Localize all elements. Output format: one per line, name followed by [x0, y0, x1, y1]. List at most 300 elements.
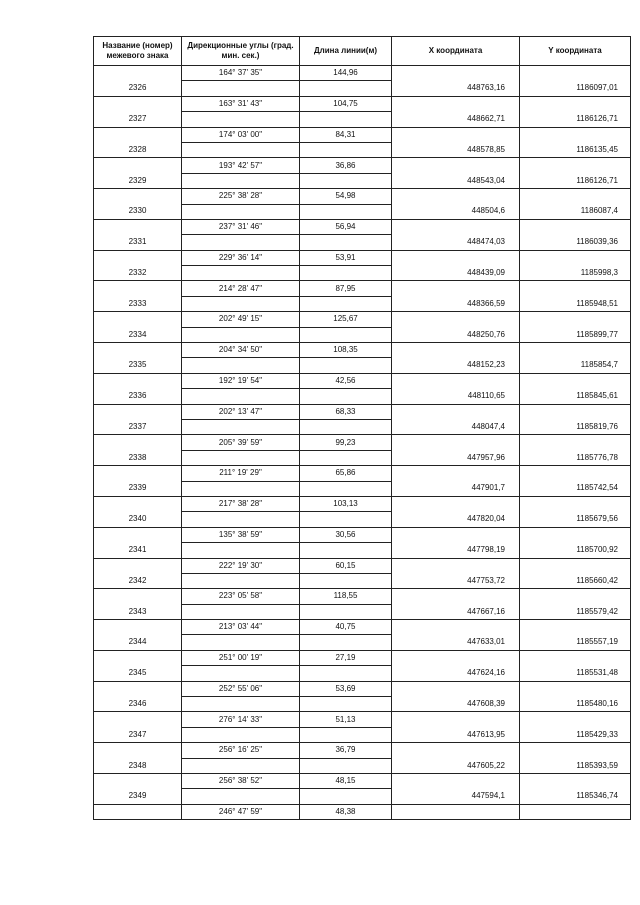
y-coordinate: 1185700,92 — [520, 543, 631, 558]
line-length: 65,86 — [300, 466, 392, 481]
empty-cell — [520, 773, 631, 788]
empty-cell — [520, 620, 631, 635]
empty-cell — [94, 96, 182, 111]
line-length: 87,95 — [300, 281, 392, 296]
line-length: 27,19 — [300, 650, 392, 665]
y-coordinate: 1185899,77 — [520, 327, 631, 342]
point-row — [94, 419, 631, 434]
line-length: 60,15 — [300, 558, 392, 573]
empty-cell — [94, 435, 182, 450]
y-coordinate: 1185531,48 — [520, 666, 631, 681]
line-row — [94, 589, 631, 604]
line-length: 30,56 — [300, 527, 392, 542]
point-row — [94, 112, 631, 127]
empty-cell — [392, 589, 520, 604]
boundary-mark-name: 2328 — [94, 142, 182, 157]
empty-cell — [182, 758, 300, 773]
y-coordinate: 1185660,42 — [520, 573, 631, 588]
empty-cell — [182, 296, 300, 311]
empty-cell — [182, 573, 300, 588]
y-coordinate: 1185998,3 — [520, 266, 631, 281]
x-coordinate: 447901,7 — [392, 481, 520, 496]
empty-cell — [300, 235, 392, 250]
line-row — [94, 96, 631, 111]
x-coordinate: 447608,39 — [392, 697, 520, 712]
boundary-mark-name: 2343 — [94, 604, 182, 619]
direction-angle: 229° 36' 14" — [182, 250, 300, 265]
empty-cell — [182, 635, 300, 650]
empty-cell — [94, 527, 182, 542]
x-coordinate: 448047,4 — [392, 419, 520, 434]
y-coordinate: 1185679,56 — [520, 512, 631, 527]
direction-angle: 202° 49' 15" — [182, 312, 300, 327]
table-body — [94, 66, 631, 820]
empty-cell — [182, 789, 300, 804]
empty-cell — [94, 66, 182, 81]
empty-cell — [300, 697, 392, 712]
empty-cell — [300, 296, 392, 311]
point-row — [94, 543, 631, 558]
direction-angle: 174° 03' 00" — [182, 127, 300, 142]
x-coordinate: 447798,19 — [392, 543, 520, 558]
line-length: 40,75 — [300, 620, 392, 635]
point-row — [94, 266, 631, 281]
direction-angle: 213° 03' 44" — [182, 620, 300, 635]
empty-cell — [182, 727, 300, 742]
empty-cell — [94, 773, 182, 788]
direction-angle: 223° 05' 58" — [182, 589, 300, 604]
x-coordinate: 448366,59 — [392, 296, 520, 311]
empty-cell — [520, 558, 631, 573]
empty-cell — [182, 81, 300, 96]
point-row — [94, 389, 631, 404]
empty-cell — [392, 158, 520, 173]
x-coordinate: 448662,71 — [392, 112, 520, 127]
boundary-mark-name: 2331 — [94, 235, 182, 250]
empty-cell — [392, 773, 520, 788]
x-coordinate: 448152,23 — [392, 358, 520, 373]
point-row — [94, 727, 631, 742]
boundary-mark-name: 2336 — [94, 389, 182, 404]
empty-cell — [300, 604, 392, 619]
empty-cell — [94, 404, 182, 419]
empty-cell — [300, 481, 392, 496]
empty-cell — [520, 681, 631, 696]
direction-angle: 256° 16' 25" — [182, 743, 300, 758]
empty-cell — [182, 173, 300, 188]
header-angle: Дирекционные углы (град. мин. сек.) — [182, 37, 300, 66]
boundary-mark-name: 2342 — [94, 573, 182, 588]
empty-cell — [392, 712, 520, 727]
x-coordinate: 447613,95 — [392, 727, 520, 742]
x-coordinate: 448250,76 — [392, 327, 520, 342]
x-coordinate: 447605,22 — [392, 758, 520, 773]
empty-cell — [520, 373, 631, 388]
y-coordinate: 1185429,33 — [520, 727, 631, 742]
line-row — [94, 804, 631, 819]
empty-cell — [392, 373, 520, 388]
line-length: 36,79 — [300, 743, 392, 758]
empty-cell — [520, 66, 631, 81]
empty-cell — [94, 558, 182, 573]
line-row — [94, 773, 631, 788]
empty-cell — [94, 189, 182, 204]
header-row — [94, 37, 631, 66]
x-coordinate: 447633,01 — [392, 635, 520, 650]
empty-cell — [392, 250, 520, 265]
empty-cell — [520, 435, 631, 450]
empty-cell — [94, 312, 182, 327]
empty-cell — [520, 281, 631, 296]
empty-cell — [300, 635, 392, 650]
point-row — [94, 358, 631, 373]
y-coordinate: 1186126,71 — [520, 173, 631, 188]
empty-cell — [182, 266, 300, 281]
direction-angle: 192° 19' 54" — [182, 373, 300, 388]
y-coordinate: 1185854,7 — [520, 358, 631, 373]
point-row — [94, 481, 631, 496]
direction-angle: 163° 31' 43" — [182, 96, 300, 111]
x-coordinate: 447624,16 — [392, 666, 520, 681]
empty-cell — [94, 589, 182, 604]
point-row — [94, 666, 631, 681]
empty-cell — [300, 173, 392, 188]
empty-cell — [94, 281, 182, 296]
empty-cell — [182, 358, 300, 373]
empty-cell — [182, 697, 300, 712]
direction-angle: 225° 38' 28" — [182, 189, 300, 204]
empty-cell — [520, 250, 631, 265]
header-name: Название (номер) межевого знака — [94, 37, 182, 66]
direction-angle: 252° 55' 06" — [182, 681, 300, 696]
x-coordinate: 448763,16 — [392, 81, 520, 96]
line-row — [94, 219, 631, 234]
boundary-mark-name: 2338 — [94, 450, 182, 465]
empty-cell — [300, 573, 392, 588]
empty-cell — [94, 219, 182, 234]
boundary-mark-name: 2326 — [94, 81, 182, 96]
empty-cell — [94, 743, 182, 758]
empty-cell — [182, 450, 300, 465]
empty-cell — [300, 266, 392, 281]
y-coordinate: 1185742,54 — [520, 481, 631, 496]
empty-cell — [182, 327, 300, 342]
y-coordinate: 1186135,45 — [520, 142, 631, 157]
line-row — [94, 435, 631, 450]
line-row — [94, 158, 631, 173]
line-length: 53,91 — [300, 250, 392, 265]
empty-cell — [94, 466, 182, 481]
empty-cell — [520, 96, 631, 111]
y-coordinate: 1185346,74 — [520, 789, 631, 804]
empty-cell — [392, 558, 520, 573]
direction-angle: 204° 34' 50" — [182, 343, 300, 358]
empty-cell — [392, 96, 520, 111]
empty-cell — [520, 158, 631, 173]
empty-cell — [392, 527, 520, 542]
boundary-mark-name: 2327 — [94, 112, 182, 127]
direction-angle: 205° 39' 59" — [182, 435, 300, 450]
y-coordinate: 1186097,01 — [520, 81, 631, 96]
empty-cell — [520, 189, 631, 204]
boundary-mark-name: 2330 — [94, 204, 182, 219]
y-coordinate: 1185819,76 — [520, 419, 631, 434]
line-length: 125,67 — [300, 312, 392, 327]
empty-cell — [182, 666, 300, 681]
line-length: 48,15 — [300, 773, 392, 788]
line-length: 54,98 — [300, 189, 392, 204]
line-length: 48,38 — [300, 804, 392, 819]
empty-cell — [520, 127, 631, 142]
empty-cell — [94, 158, 182, 173]
empty-cell — [300, 727, 392, 742]
empty-cell — [300, 81, 392, 96]
empty-cell — [94, 804, 182, 819]
direction-angle: 246° 47' 59" — [182, 804, 300, 819]
line-length: 118,55 — [300, 589, 392, 604]
empty-cell — [182, 604, 300, 619]
line-length: 53,69 — [300, 681, 392, 696]
point-row — [94, 81, 631, 96]
point-row — [94, 142, 631, 157]
line-length: 108,35 — [300, 343, 392, 358]
line-length: 144,96 — [300, 66, 392, 81]
x-coordinate: 447957,96 — [392, 450, 520, 465]
empty-cell — [300, 789, 392, 804]
direction-angle: 211° 19' 29" — [182, 466, 300, 481]
empty-cell — [182, 389, 300, 404]
line-row — [94, 373, 631, 388]
empty-cell — [94, 681, 182, 696]
direction-angle: 164° 37' 35" — [182, 66, 300, 81]
empty-cell — [392, 620, 520, 635]
empty-cell — [392, 189, 520, 204]
boundary-mark-name: 2348 — [94, 758, 182, 773]
line-row — [94, 312, 631, 327]
point-row — [94, 697, 631, 712]
empty-cell — [520, 343, 631, 358]
x-coordinate: 447820,04 — [392, 512, 520, 527]
point-row — [94, 327, 631, 342]
line-length: 42,56 — [300, 373, 392, 388]
empty-cell — [182, 142, 300, 157]
x-coordinate: 447594,1 — [392, 789, 520, 804]
boundary-mark-name: 2329 — [94, 173, 182, 188]
empty-cell — [392, 466, 520, 481]
boundary-mark-name: 2340 — [94, 512, 182, 527]
y-coordinate: 1186087,4 — [520, 204, 631, 219]
empty-cell — [182, 112, 300, 127]
header-x: X координата — [392, 37, 520, 66]
point-row — [94, 789, 631, 804]
line-row — [94, 466, 631, 481]
boundary-mark-name: 2341 — [94, 543, 182, 558]
empty-cell — [94, 343, 182, 358]
line-length: 68,33 — [300, 404, 392, 419]
x-coordinate: 447753,72 — [392, 573, 520, 588]
empty-cell — [94, 712, 182, 727]
line-row — [94, 558, 631, 573]
boundary-mark-name: 2349 — [94, 789, 182, 804]
empty-cell — [182, 235, 300, 250]
line-row — [94, 404, 631, 419]
empty-cell — [182, 481, 300, 496]
line-row — [94, 712, 631, 727]
empty-cell — [520, 312, 631, 327]
line-length: 84,31 — [300, 127, 392, 142]
line-length: 103,13 — [300, 496, 392, 511]
y-coordinate: 1186126,71 — [520, 112, 631, 127]
point-row — [94, 635, 631, 650]
empty-cell — [300, 142, 392, 157]
direction-angle: 222° 19' 30" — [182, 558, 300, 573]
x-coordinate: 448474,03 — [392, 235, 520, 250]
empty-cell — [392, 650, 520, 665]
empty-cell — [392, 312, 520, 327]
boundary-mark-name: 2346 — [94, 697, 182, 712]
empty-cell — [94, 650, 182, 665]
direction-angle: 193° 42' 57" — [182, 158, 300, 173]
line-row — [94, 343, 631, 358]
line-row — [94, 189, 631, 204]
empty-cell — [94, 127, 182, 142]
boundary-mark-name: 2333 — [94, 296, 182, 311]
point-row — [94, 758, 631, 773]
line-row — [94, 620, 631, 635]
line-row — [94, 127, 631, 142]
empty-cell — [300, 512, 392, 527]
empty-cell — [392, 127, 520, 142]
point-row — [94, 204, 631, 219]
empty-cell — [94, 373, 182, 388]
empty-cell — [392, 219, 520, 234]
empty-cell — [300, 204, 392, 219]
direction-angle: 251° 00' 19" — [182, 650, 300, 665]
y-coordinate: 1185845,61 — [520, 389, 631, 404]
direction-angle: 214° 28' 47" — [182, 281, 300, 296]
boundary-mark-name: 2334 — [94, 327, 182, 342]
point-row — [94, 173, 631, 188]
empty-cell — [300, 358, 392, 373]
y-coordinate: 1185480,16 — [520, 697, 631, 712]
y-coordinate: 1186039,36 — [520, 235, 631, 250]
empty-cell — [520, 743, 631, 758]
empty-cell — [94, 620, 182, 635]
empty-cell — [392, 281, 520, 296]
x-coordinate: 448578,85 — [392, 142, 520, 157]
x-coordinate: 448543,04 — [392, 173, 520, 188]
empty-cell — [520, 589, 631, 604]
line-length: 36,86 — [300, 158, 392, 173]
line-length: 56,94 — [300, 219, 392, 234]
point-row — [94, 235, 631, 250]
boundary-mark-name: 2347 — [94, 727, 182, 742]
x-coordinate: 447667,16 — [392, 604, 520, 619]
boundary-mark-name: 2344 — [94, 635, 182, 650]
direction-angle: 217° 38' 28" — [182, 496, 300, 511]
direction-angle: 276° 14' 33" — [182, 712, 300, 727]
y-coordinate: 1185948,51 — [520, 296, 631, 311]
empty-cell — [182, 204, 300, 219]
empty-cell — [300, 666, 392, 681]
empty-cell — [182, 512, 300, 527]
empty-cell — [520, 404, 631, 419]
empty-cell — [300, 389, 392, 404]
point-row — [94, 296, 631, 311]
point-row — [94, 450, 631, 465]
x-coordinate: 448439,09 — [392, 266, 520, 281]
empty-cell — [300, 758, 392, 773]
direction-angle: 135° 38' 59" — [182, 527, 300, 542]
empty-cell — [392, 343, 520, 358]
point-row — [94, 512, 631, 527]
line-row — [94, 681, 631, 696]
direction-angle: 256° 38' 52" — [182, 773, 300, 788]
boundary-mark-name: 2339 — [94, 481, 182, 496]
y-coordinate: 1185393,59 — [520, 758, 631, 773]
line-row — [94, 743, 631, 758]
line-length: 51,13 — [300, 712, 392, 727]
empty-cell — [392, 681, 520, 696]
empty-cell — [520, 650, 631, 665]
direction-angle: 237° 31' 46" — [182, 219, 300, 234]
line-row — [94, 527, 631, 542]
empty-cell — [520, 466, 631, 481]
empty-cell — [300, 327, 392, 342]
line-row — [94, 650, 631, 665]
empty-cell — [520, 804, 631, 819]
line-length: 104,75 — [300, 96, 392, 111]
line-row — [94, 496, 631, 511]
empty-cell — [300, 419, 392, 434]
point-row — [94, 573, 631, 588]
y-coordinate: 1185579,42 — [520, 604, 631, 619]
boundary-coordinates-table — [93, 36, 631, 820]
boundary-mark-name: 2335 — [94, 358, 182, 373]
y-coordinate: 1185557,19 — [520, 635, 631, 650]
empty-cell — [520, 219, 631, 234]
empty-cell — [392, 496, 520, 511]
empty-cell — [392, 435, 520, 450]
empty-cell — [520, 712, 631, 727]
empty-cell — [392, 743, 520, 758]
header-length: Длина линии(м) — [300, 37, 392, 66]
empty-cell — [392, 804, 520, 819]
empty-cell — [392, 404, 520, 419]
empty-cell — [94, 496, 182, 511]
line-length: 99,23 — [300, 435, 392, 450]
x-coordinate: 448110,65 — [392, 389, 520, 404]
empty-cell — [182, 419, 300, 434]
empty-cell — [94, 250, 182, 265]
line-row — [94, 250, 631, 265]
x-coordinate: 448504,6 — [392, 204, 520, 219]
empty-cell — [520, 527, 631, 542]
boundary-mark-name: 2332 — [94, 266, 182, 281]
empty-cell — [300, 450, 392, 465]
empty-cell — [392, 66, 520, 81]
direction-angle: 202° 13' 47" — [182, 404, 300, 419]
empty-cell — [300, 112, 392, 127]
empty-cell — [520, 496, 631, 511]
header-y: Y координата — [520, 37, 631, 66]
line-row — [94, 281, 631, 296]
y-coordinate: 1185776,78 — [520, 450, 631, 465]
boundary-mark-name: 2337 — [94, 419, 182, 434]
point-row — [94, 604, 631, 619]
empty-cell — [300, 543, 392, 558]
line-row — [94, 66, 631, 81]
